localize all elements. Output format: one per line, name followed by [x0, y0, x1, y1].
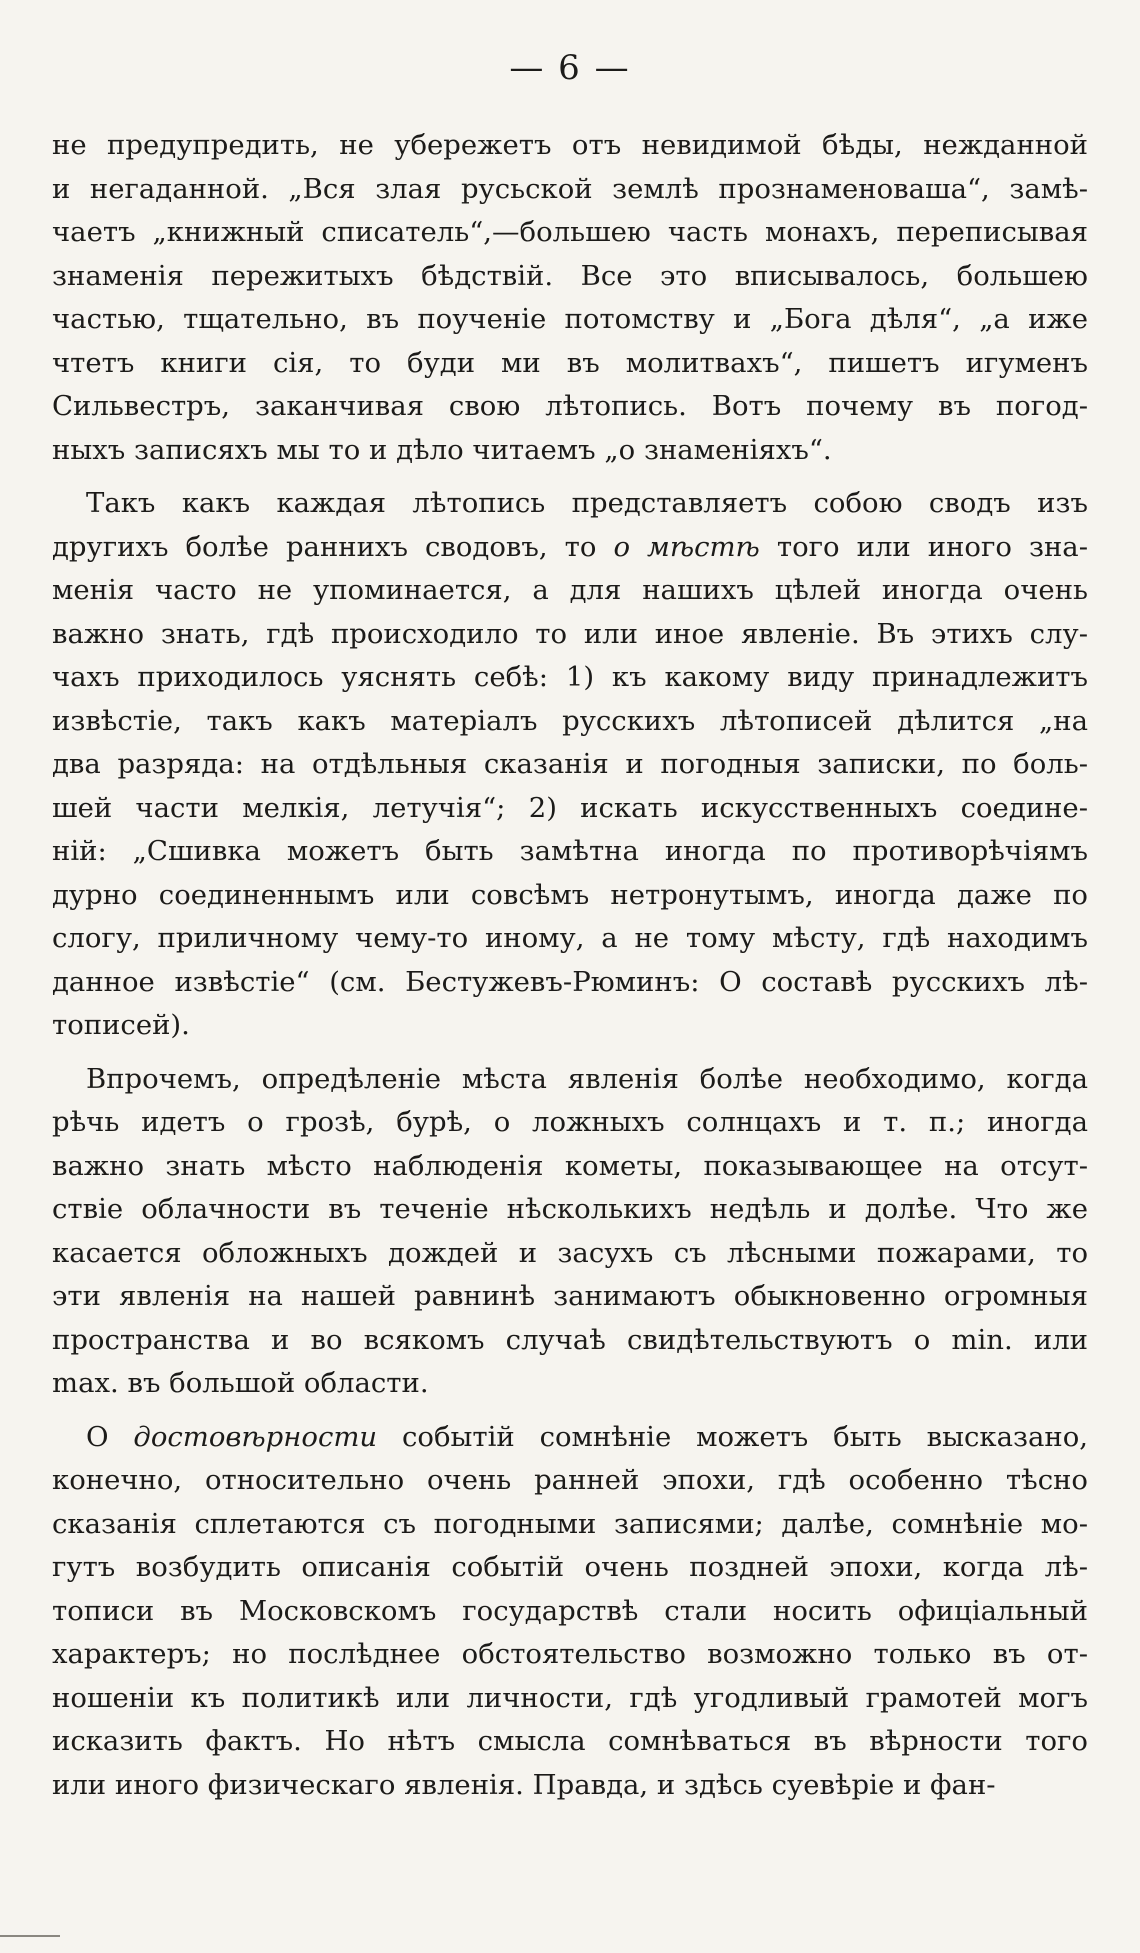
text-line: извѣстіе, такъ какъ матеріалъ русскихъ лѣтописей дѣлится „на — [52, 704, 1088, 737]
text-line: О достовѣрности событій сомнѣніе можетъ быть высказано, — [86, 1420, 1088, 1453]
text-line: чахъ приходилось уяснять себѣ: 1) къ какому виду принадлежитъ — [52, 661, 1088, 693]
paragraph — [52, 1416, 1088, 1808]
paragraph — [52, 124, 1088, 472]
text-line: важно знать мѣсто наблюденія кометы, показывающее на отсут- — [52, 1149, 1088, 1182]
document-page — [52, 38, 1088, 1807]
text-line: и негаданной. „Вся злая русьской землѣ прознаменоваша“, замѣ- — [52, 172, 1088, 205]
text-line: тописи въ Московскомъ государствѣ стали носить офиціальный — [52, 1594, 1088, 1627]
text-line: рѣчь идетъ о грозѣ, бурѣ, о ложныхъ солнцахъ и т. п.; иногда — [52, 1106, 1088, 1138]
text-line: другихъ болѣе раннихъ сводовъ, то о мѣстѣ того или иного зна- — [52, 530, 1088, 563]
text-line: пространства и во всякомъ случаѣ свидѣтельствуютъ о min. или — [52, 1323, 1088, 1356]
text-line: Сильвестръ, заканчивая свою лѣтопись. Вотъ почему въ погод- — [52, 390, 1088, 422]
italic-term: достовѣрности — [133, 1420, 378, 1453]
text-line: частью, тщательно, въ поученіе потомству и „Бога дѣля“, „а иже — [52, 303, 1088, 335]
paragraph — [52, 482, 1088, 1048]
page-number: — 6 — — [509, 48, 631, 88]
text-line: чаетъ „книжный списатель“,—большею часть монахъ, переписывая — [52, 216, 1088, 248]
text-line: исказить фактъ. Но нѣтъ смысла сомнѣваться въ вѣрности того — [52, 1725, 1088, 1757]
text-line: слогу, приличному чему-то иному, а не тому мѣсту, гдѣ находимъ — [52, 922, 1088, 954]
text-line: важно знать, гдѣ происходило то или иное явленіе. Въ этихъ слу- — [52, 617, 1088, 650]
body-text — [52, 124, 1088, 1807]
text-line: эти явленія на нашей равнинѣ занимаютъ обыкновенно огромныя — [52, 1280, 1088, 1312]
text-line: не предупредить, не убережетъ отъ невидимой бѣды, нежданной — [52, 129, 1088, 161]
text-line: менія часто не упоминается, а для нашихъ цѣлей иногда очень — [52, 574, 1088, 606]
text-line: max. въ большой области. — [52, 1367, 429, 1399]
italic-term: о мѣстѣ — [613, 530, 760, 563]
text-line: или иного физическаго явленія. Правда, и здѣсь суевѣріе и фан- — [52, 1768, 996, 1801]
scan-edge-mark — [0, 1935, 60, 1937]
text-line: два разряда: на отдѣльныя сказанія и погодныя записки, по боль- — [52, 748, 1088, 780]
text-line: касается обложныхъ дождей и засухъ съ лѣсными пожарами, то — [52, 1236, 1088, 1269]
text-line: Впрочемъ, опредѣленіе мѣста явленія болѣе необходимо, когда — [86, 1062, 1088, 1095]
text-line: конечно, относительно очень ранней эпохи, гдѣ особенно тѣсно — [52, 1464, 1088, 1496]
text-line: дурно соединеннымъ или совсѣмъ нетронутымъ, иногда даже по — [52, 878, 1088, 911]
text-line: чтетъ книги сія, то буди ми въ молитвахъ“, пишетъ игуменъ — [52, 346, 1088, 379]
paragraph — [52, 1058, 1088, 1406]
text-line: знаменія пережитыхъ бѣдствій. Все это вписывалось, большею — [52, 259, 1088, 292]
text-line: сказанія сплетаются съ погодными записями; далѣе, сомнѣніе мо- — [52, 1507, 1088, 1540]
text-line: гутъ возбудить описанія событій очень поздней эпохи, когда лѣ- — [52, 1551, 1088, 1583]
text-line: данное извѣстіе“ (см. Бестужевъ-Рюминъ: О составѣ русскихъ лѣ- — [52, 965, 1088, 998]
text-line: тописей). — [52, 1009, 190, 1041]
text-line: шей части мелкія, летучія“; 2) искать искусственныхъ соедине- — [52, 791, 1088, 824]
text-line: ныхъ записяхъ мы то и дѣло читаемъ „о знаменіяхъ“. — [52, 433, 832, 466]
text-line: Такъ какъ каждая лѣтопись представляетъ собою сводъ изъ — [86, 487, 1088, 519]
text-line: характеръ; но послѣднее обстоятельство возможно только въ от- — [52, 1638, 1088, 1670]
text-line: ній: „Сшивка можетъ быть замѣтна иногда по противорѣчіямъ — [52, 835, 1088, 867]
text-line: ношеніи къ политикѣ или личности, гдѣ угодливый грамотей могъ — [52, 1681, 1088, 1714]
text-line: ствіе облачности въ теченіе нѣсколькихъ недѣль и долѣе. Что же — [52, 1193, 1088, 1225]
